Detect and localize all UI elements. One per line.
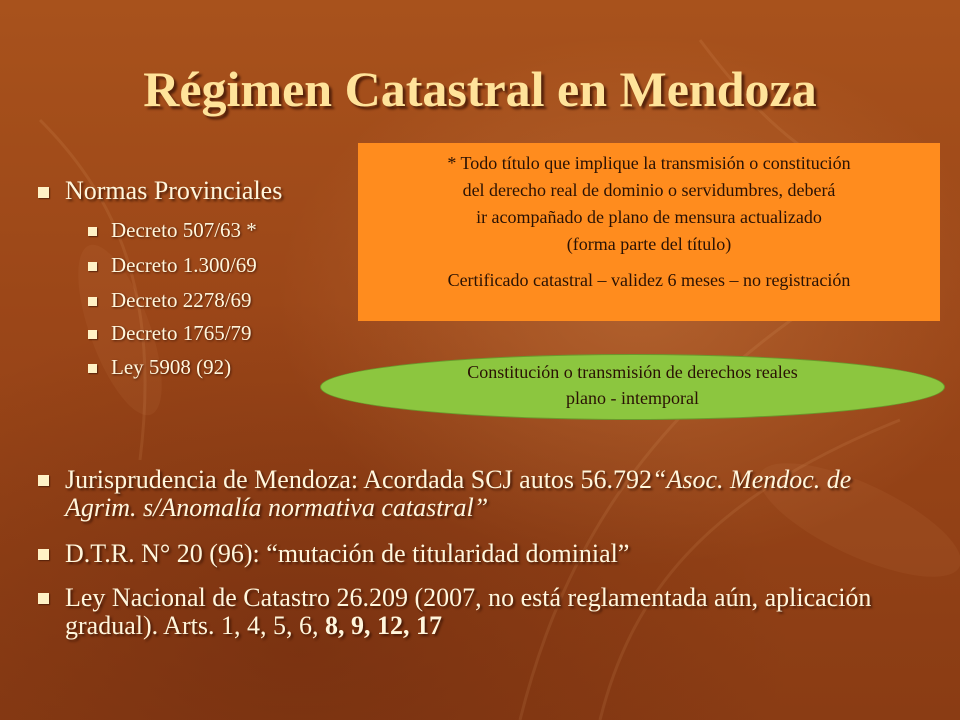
note-line: ir acompañado de plano de mensura actualizado	[476, 207, 822, 227]
sub-bullet-label: Decreto 1765/79	[111, 321, 252, 345]
jurisprudence-text	[65, 466, 895, 522]
main-bullet	[38, 176, 282, 206]
bullet-square-icon	[38, 475, 49, 486]
ellipse-note	[320, 354, 945, 420]
bullet-square-icon	[88, 297, 97, 306]
slide-title: Régimen Catastral en Mendoza	[143, 61, 817, 117]
sub-bullet-label: Decreto 2278/69	[111, 288, 252, 312]
note-line: del derecho real de dominio o servidumbres, deberá	[462, 180, 836, 200]
bullet-square-icon	[38, 549, 49, 560]
ellipse-line: plano - intemporal	[566, 388, 699, 408]
case-title: “Asoc. Mendoc. de Agrim. s/Anomalía normativa catastral”	[65, 465, 852, 522]
sub-bullet	[88, 321, 252, 346]
note-line: (forma parte del título)	[566, 234, 732, 254]
note-line: * Todo título que implique la transmisión o constitución	[447, 153, 851, 173]
highlighted-articles: 8, 9, 12, 17	[324, 611, 442, 640]
main-bullet-label: Normas Provinciales	[65, 176, 283, 205]
sub-bullet-label: Decreto 1.300/69	[111, 253, 257, 277]
jurisprudence-label: Jurisprudencia de Mendoza: Acordada SCJ autos 56.792	[65, 465, 653, 494]
sub-bullet	[88, 218, 257, 243]
dtr-text: D.T.R. N° 20 (96): “mutación de titularidad dominial”	[65, 539, 630, 568]
sub-bullet-label: Ley 5908 (92)	[111, 355, 232, 379]
bullet-square-icon	[88, 262, 97, 271]
ellipse-line: Constitución o transmisión de derechos reales	[467, 362, 798, 382]
bullet-square-icon	[88, 364, 97, 373]
sub-bullet	[88, 355, 231, 380]
bullet-square-icon	[38, 187, 49, 198]
ley-nacional-text	[65, 584, 895, 640]
bullet-square-icon	[38, 593, 49, 604]
sub-bullet	[88, 288, 252, 313]
sub-bullet	[88, 253, 257, 278]
ley-nacional-bullet	[38, 584, 895, 640]
note-box	[358, 143, 940, 321]
ley-nacional-label: Ley Nacional de Catastro 26.209 (2007, no está reglamentada aún, aplicación gradual). Arts. 1, 4, 5, 6,	[65, 583, 872, 640]
jurisprudence-bullet	[38, 466, 895, 522]
note-footer: Certificado catastral – validez 6 meses – no registración	[447, 270, 851, 290]
sub-bullet-label: Decreto 507/63 *	[111, 218, 257, 242]
bullet-square-icon	[88, 330, 97, 339]
bullet-square-icon	[88, 227, 97, 236]
dtr-bullet	[38, 540, 895, 568]
